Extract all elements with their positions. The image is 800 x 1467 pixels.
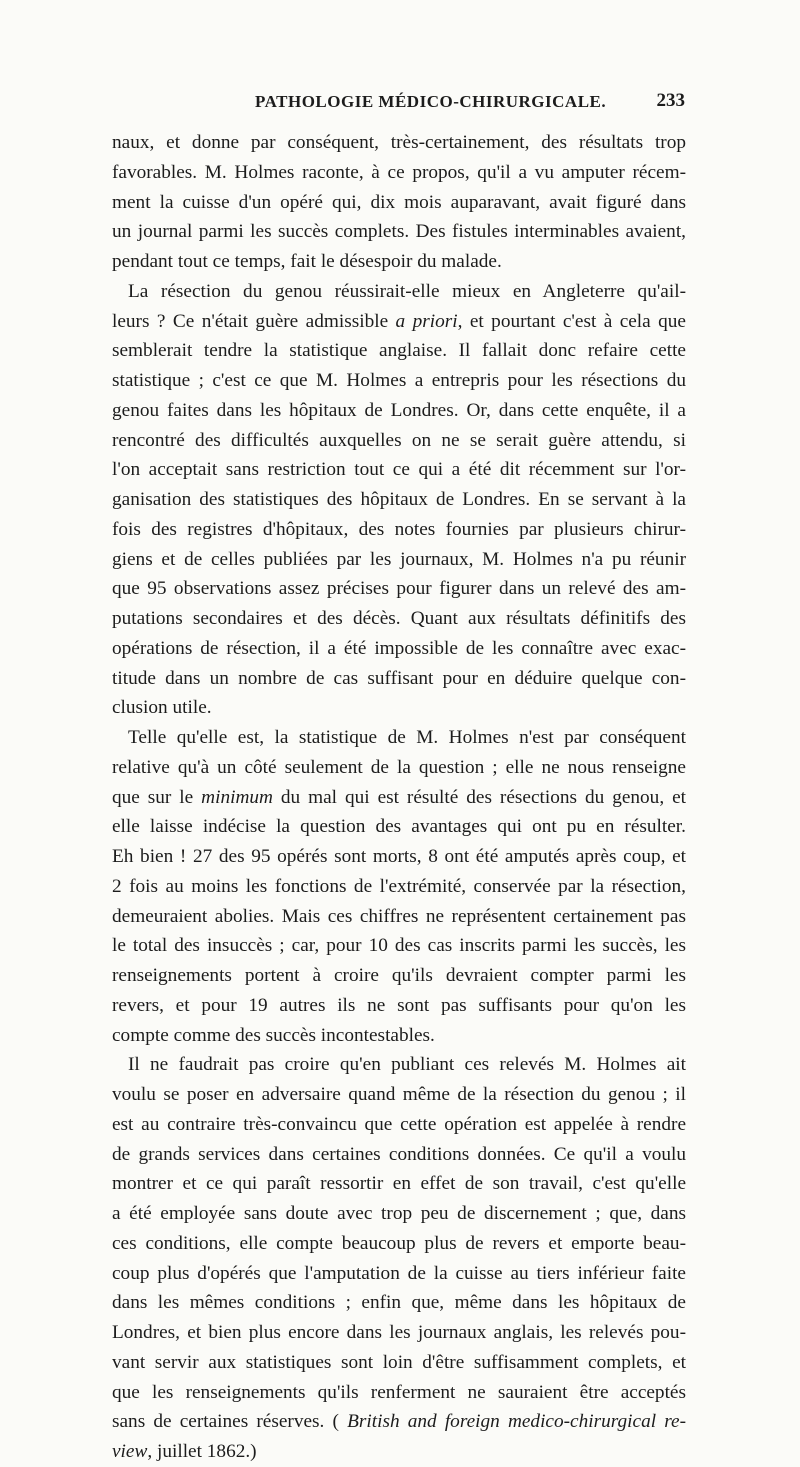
text-line: que les renseignements qu'ils renferment ne sauraient être acceptés: [112, 1381, 686, 1403]
text-line: renseignements portent à croire qu'ils devraient compter parmi les: [112, 965, 686, 986]
text-line: rencontré des difficultés auxquelles on ne se serait guère attendu, si: [112, 429, 686, 451]
text-line: l'on acceptait sans restriction tout ce qui a été dit récemment sur l'or-: [112, 459, 686, 481]
text-line: est au contraire très-convaincu que cette opération est appelée à rendre: [112, 1113, 686, 1135]
text-line: ment la cuisse d'un opéré qui, dix mois auparavant, avait figuré dans: [112, 191, 686, 213]
text-line: putations secondaires et des décès. Quant aux résultats définitifs des: [112, 608, 686, 629]
text-line: vant servir aux statistiques sont loin d'être suffisamment complets, et: [112, 1351, 686, 1373]
text-line: elle laisse indécise la question des avantages qui ont pu en résulter.: [112, 816, 686, 838]
text-line: revers, et pour 19 autres ils ne sont pas suffisants pour qu'on les: [112, 994, 686, 1016]
text-line: de grands services dans certaines conditions données. Ce qu'il a voulu: [112, 1143, 686, 1165]
text-line: ganisation des statistiques des hôpitaux de Londres. En se servant à la: [112, 489, 686, 510]
text-line: naux, et donne par conséquent, très-certainement, des résultats trop: [112, 132, 686, 153]
running-title: PATHOLOGIE MÉDICO-CHIRURGICALE.: [255, 92, 607, 111]
text-line: leurs ? Ce n'était guère admissible a priori, et pourtant c'est à cela que: [112, 310, 686, 332]
text-line: que 95 observations assez précises pour figurer dans un relevé des am-: [112, 578, 686, 600]
paragraph: [112, 723, 686, 1050]
text-line: sans de certaines réserves. ( British and foreign medico-chirurgical re-: [112, 1411, 687, 1433]
text-line: pendant tout ce temps, fait le désespoir du malade.: [112, 251, 502, 272]
text-line: La résection du genou réussirait-elle mieux en Angleterre qu'ail-: [128, 280, 686, 302]
text-line: voulu se poser en adversaire quand même de la résection du genou ; il: [112, 1084, 686, 1105]
text-line: favorables. M. Holmes raconte, à ce propos, qu'il a vu amputer récem-: [112, 161, 686, 183]
text-line: Telle qu'elle est, la statistique de M. Holmes n'est par conséquent: [128, 727, 686, 748]
text-line: 2 fois au moins les fonctions de l'extrémité, conservée par la résection,: [112, 875, 686, 897]
text-line: que sur le minimum du mal qui est résulté des résections du genou, et: [112, 786, 686, 808]
running-header: [110, 92, 685, 122]
paragraph: [112, 1050, 686, 1467]
text-line: Londres, et bien plus encore dans les journaux anglais, les relevés pou-: [112, 1322, 686, 1343]
text-line: view, juillet 1862.): [112, 1441, 257, 1462]
text-line: titude dans un nombre de cas suffisant pour en déduire quelque con-: [112, 667, 686, 689]
text-line: statistique ; c'est ce que M. Holmes a entrepris pour les résections du: [112, 370, 686, 391]
page-number: 233: [656, 90, 685, 111]
text-line: coup plus d'opérés que l'amputation de la cuisse au tiers inférieur faite: [112, 1262, 686, 1284]
text-line: dans les mêmes conditions ; enfin que, même dans les hôpitaux de: [112, 1292, 686, 1314]
text-line: fois des registres d'hôpitaux, des notes fournies par plusieurs chirur-: [112, 518, 686, 540]
text-line: relative qu'à un côté seulement de la question ; elle ne nous renseigne: [112, 756, 686, 778]
text-line: montrer et ce qui paraît ressortir en effet de son travail, c'est qu'elle: [112, 1173, 686, 1195]
text-line: le total des insuccès ; car, pour 10 des cas inscrits parmi les succès, les: [112, 935, 686, 957]
text-line: un journal parmi les succès complets. Des fistules interminables avaient,: [112, 221, 686, 243]
text-line: Eh bien ! 27 des 95 opérés sont morts, 8 ont été amputés après coup, et: [112, 846, 686, 867]
text-line: demeuraient abolies. Mais ces chiffres ne représentent certainement pas: [112, 905, 686, 927]
paragraph: [112, 128, 686, 277]
text-line: compte comme des succès incontestables.: [112, 1024, 435, 1046]
text-line: Il ne faudrait pas croire qu'en publiant ces relevés M. Holmes ait: [128, 1054, 686, 1076]
text-line: ces conditions, elle compte beaucoup plus de revers et emporte beau-: [112, 1232, 686, 1254]
text-line: clusion utile.: [112, 697, 212, 719]
text-line: a été employée sans doute avec trop peu de discernement ; que, dans: [112, 1203, 686, 1224]
paragraph: [112, 277, 686, 723]
text-line: genou faites dans les hôpitaux de Londres. Or, dans cette enquête, il a: [112, 399, 686, 421]
text-line: giens et de celles publiées par les journaux, M. Holmes n'a pu réunir: [112, 548, 686, 570]
text-line: opérations de résection, il a été impossible de les connaître avec exac-: [112, 637, 686, 659]
body-text: [112, 128, 686, 1467]
text-line: semblerait tendre la statistique anglaise. Il fallait donc refaire cette: [112, 340, 686, 362]
